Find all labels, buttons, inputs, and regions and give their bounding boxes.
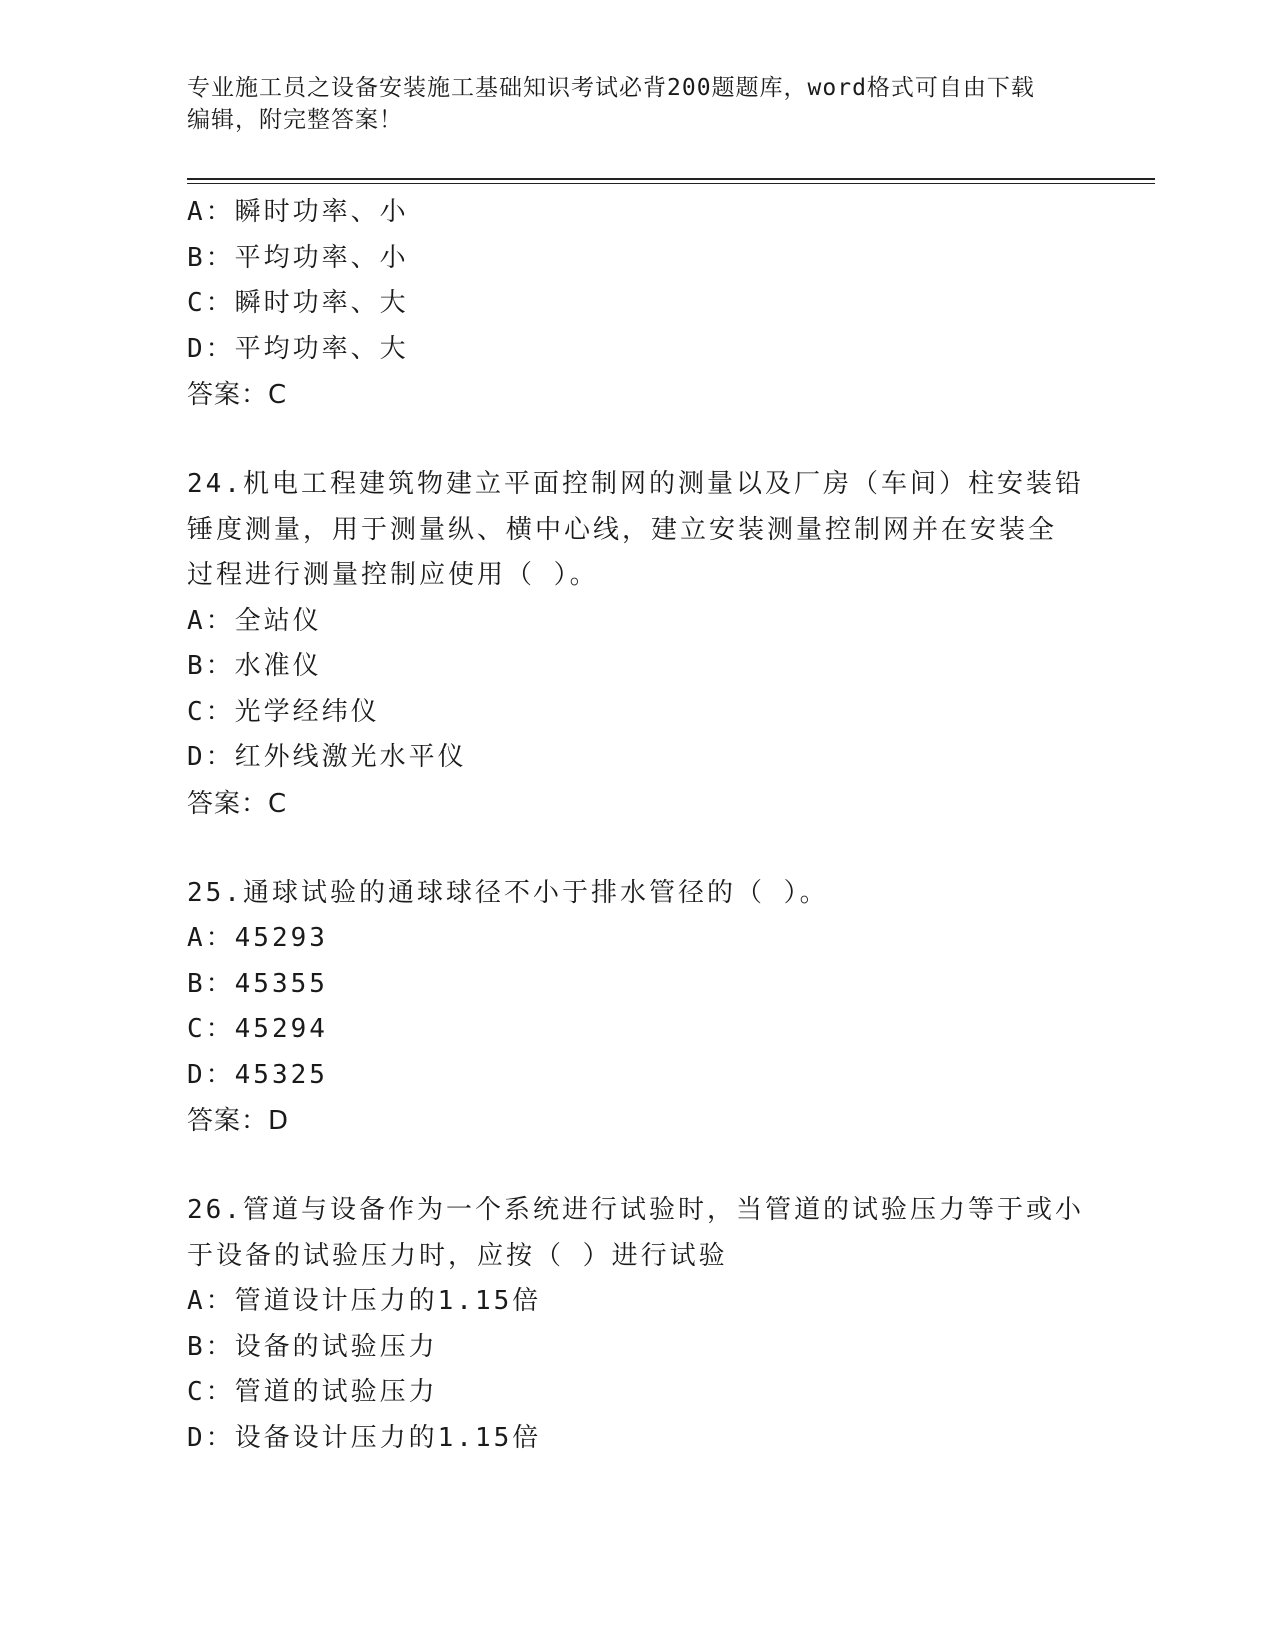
option-b: B：45355 <box>187 968 328 999</box>
document-header <box>187 72 1087 136</box>
spacer <box>187 418 1087 462</box>
question-23 <box>187 190 1087 418</box>
option-a: A：瞬时功率、小 <box>187 197 409 227</box>
option-d: D：平均功率、大 <box>187 333 409 364</box>
option-a: A：45293 <box>187 923 328 953</box>
option-d: D：设备设计压力的1.15倍 <box>187 1422 542 1453</box>
answer: 答案：C <box>187 788 288 819</box>
question-24 <box>187 462 1087 827</box>
option-d: D：红外线激光水平仪 <box>187 742 467 772</box>
spacer <box>187 827 1087 871</box>
question-text-line: 25.通球试验的通球球径不小于排水管径的（ ）。 <box>187 877 829 908</box>
option-a: A：管道设计压力的1.15倍 <box>187 1286 542 1316</box>
header-divider-thick <box>187 178 1155 180</box>
option-a: A：全站仪 <box>187 605 322 636</box>
option-d: D：45325 <box>187 1059 328 1090</box>
option-b: B：平均功率、小 <box>187 242 409 273</box>
option-b: B：水准仪 <box>187 651 322 681</box>
header-line-1: 专业施工员之设备安装施工基础知识考试必背200题题库，word格式可自由下载 <box>187 75 1035 101</box>
question-text-line: 锤度测量，用于测量纵、横中心线，建立安装测量控制网并在安装全 <box>187 514 1058 545</box>
question-text-line: 过程进行测量控制应使用（ ）。 <box>187 560 599 590</box>
question-text-line: 于设备的试验压力时，应按（ ）进行试验 <box>187 1240 728 1271</box>
question-text-line: 26.管道与设备作为一个系统进行试验时，当管道的试验压力等于或小 <box>187 1195 1084 1225</box>
question-25 <box>187 871 1087 1145</box>
option-c: C：45294 <box>187 1014 328 1044</box>
option-c: C：瞬时功率、大 <box>187 288 409 318</box>
spacer <box>187 1144 1087 1188</box>
header-line-2: 编辑，附完整答案！ <box>187 107 403 133</box>
question-26 <box>187 1188 1087 1461</box>
question-content <box>187 190 1087 1461</box>
option-c: C：光学经纬仪 <box>187 696 380 727</box>
question-text-line: 24.机电工程建筑物建立平面控制网的测量以及厂房（车间）柱安装铅 <box>187 469 1084 499</box>
option-b: B：设备的试验压力 <box>187 1331 438 1362</box>
answer: 答案：D <box>187 1106 290 1136</box>
option-c: C：管道的试验压力 <box>187 1377 438 1407</box>
answer: 答案：C <box>187 380 288 410</box>
header-divider-thin <box>187 183 1155 184</box>
